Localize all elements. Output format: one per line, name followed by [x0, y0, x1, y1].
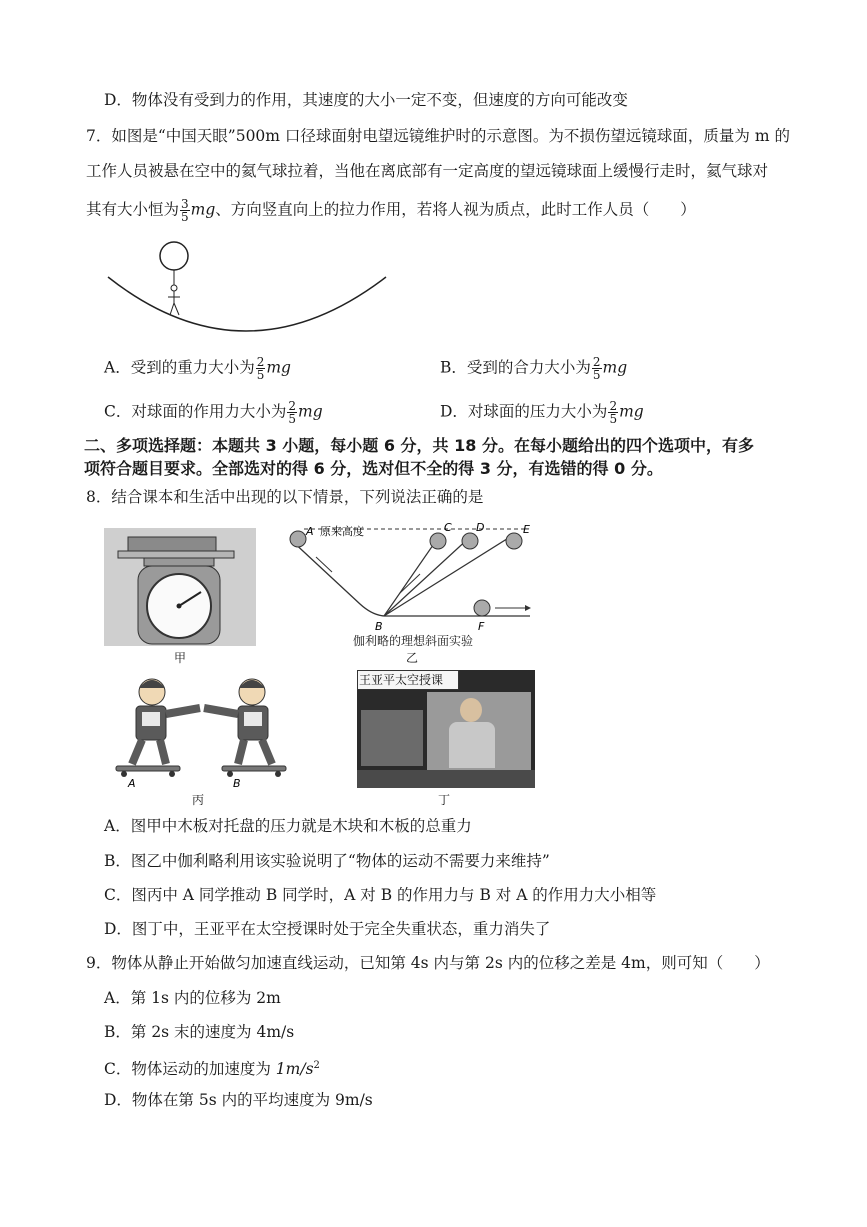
point-d-label: D: [476, 521, 485, 534]
caption-ding: 丁: [438, 793, 451, 807]
point-c-label: C: [444, 521, 452, 534]
person-head: [171, 285, 177, 291]
ball-d: [462, 533, 478, 549]
caption-jia: 甲: [174, 651, 187, 665]
telescope-surface: [108, 277, 386, 331]
q7-option-c: C．对球面的作用力大小为 $\frac{2}{5}$ mg: [104, 399, 323, 426]
figure-bing-skaters: [102, 668, 298, 788]
galileo-caption: 伽利略的理想斜面实验: [353, 634, 474, 648]
ball-f: [474, 600, 490, 616]
q7-option-d: D．对球面的压力大小为 $\frac{2}{5}$ mg: [440, 399, 644, 426]
q7-stem-line2: 工作人员被悬在空中的氦气球拉着，当他在离底部有一定高度的望远镜球面上缓慢行走时，氦气球对: [86, 162, 769, 180]
slope-d: [384, 537, 470, 616]
orig-height-label: 原来高度: [320, 525, 364, 538]
motion-arrow-up: [400, 574, 420, 593]
q8-option-a: A．图甲中木板对托盘的压力就是木块和木板的总重力: [104, 817, 472, 835]
caption-yi: 乙: [406, 651, 419, 665]
q7-option-a: A．受到的重力大小为 $\frac{2}{5}$ mg: [104, 355, 291, 382]
q9-option-d: D．物体在第 5s 内的平均速度为 9m/s: [104, 1091, 373, 1109]
wooden-board: [118, 551, 234, 558]
skater-a-label: A: [128, 777, 136, 788]
astronaut-body: [449, 722, 495, 768]
person-leg-right: [174, 303, 179, 315]
slope-e: [384, 537, 510, 616]
ball-e: [506, 533, 522, 549]
helium-balloon: [160, 242, 188, 270]
q8-option-b: B．图乙中伽利略利用该实验说明了“物体的运动不需要力来维持”: [104, 852, 550, 870]
child-b-arm: [204, 708, 238, 714]
caption-bing: 丙: [192, 793, 205, 807]
wooden-block: [128, 537, 216, 551]
section2-heading-line1: 二、多项选择题：本题共 3 小题，每小题 6 分，共 18 分。在每小题给出的四个选项中，有多: [84, 436, 754, 455]
child-a-arm: [166, 708, 200, 714]
point-f-label: F: [478, 620, 485, 633]
q9-option-c: C．物体运动的加速度为 $1m/s^2$: [104, 1060, 320, 1079]
slope-c: [384, 535, 440, 616]
q7-option-b: B．受到的合力大小为 $\frac{2}{5}$ mg: [440, 355, 628, 382]
section2-heading-line2: 项符合题目要求。全部选对的得 6 分，选对但不全的得 3 分，有选错的得 0 分。: [84, 459, 663, 478]
skater-b-label: B: [233, 777, 241, 788]
q7-figure: [100, 235, 400, 335]
figure-jia-scale: [104, 528, 256, 646]
q6-option-d: D．物体没有受到力的作用，其速度的大小一定不变，但速度的方向可能改变: [104, 91, 628, 109]
q9-stem: 9．物体从静止开始做匀加速直线运动，已知第 4s 内与第 2s 内的位移之差是 4m，则可知（ ）: [86, 954, 770, 972]
point-b-label: B: [375, 620, 383, 633]
q8-stem: 8．结合课本和生活中出现的以下情景，下列说法正确的是: [86, 488, 484, 506]
astronaut-head: [460, 698, 482, 722]
q8-option-c: C．图丙中 A 同学推动 B 同学时，A 对 B 的作用力与 B 对 A 的作用力大小相等: [104, 886, 657, 904]
classroom-inset: [361, 710, 423, 766]
q7-stem-line1: 7．如图是“中国天眼”500m 口径球面射电望远镜维护时的示意图。为不损伤望远镜球面，质量为 m 的: [86, 127, 790, 145]
q7-stem-line3: 其有大小恒为 $\frac{3}{5}$ mg、方向竖直向上的拉力作用，若将人视为质点，此时工作人员（ ）: [86, 197, 696, 224]
point-a-label: A: [306, 525, 314, 538]
person-leg-left: [170, 303, 174, 315]
figure-ding-photo: [357, 670, 535, 788]
skateboard-a: [116, 766, 180, 771]
q8-option-d: D．图丁中，王亚平在太空授课时处于完全失重状态，重力消失了: [104, 920, 551, 938]
ball-a: [290, 531, 306, 547]
earth-strip: [357, 770, 535, 788]
figure-yi-galileo: [280, 519, 535, 637]
skateboard-b: [222, 766, 286, 771]
scale-tray: [144, 558, 214, 566]
q9-option-a: A．第 1s 内的位移为 2m: [104, 989, 281, 1007]
ball-c: [430, 533, 446, 549]
q9-option-b: B．第 2s 末的速度为 4m/s: [104, 1023, 295, 1041]
point-e-label: E: [523, 523, 530, 536]
tv-banner-text: 王亚平太空授课: [359, 673, 444, 687]
